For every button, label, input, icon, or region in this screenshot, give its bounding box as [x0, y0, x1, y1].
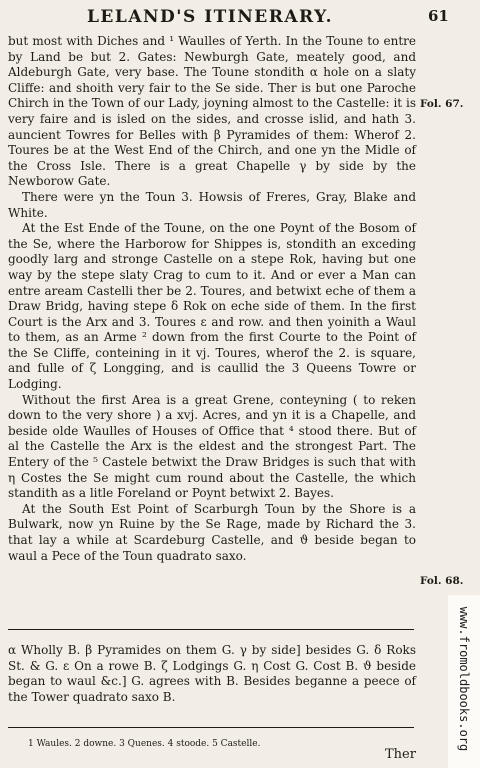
paragraph: At the South Est Point of Scarburgh Toun by the Shore is a Bulwark, now yn Ruine by the Se Rage, made by Richard the 3. that lay a while at Scardeburg Castelle, and ϑ beside began to waul a Pece of the Toun quadrato saxo.: [8, 501, 416, 563]
footnotes: 1 Waules. 2 downe. 3 Quenes. 4 stoode. 5 Castelle.: [28, 739, 261, 749]
margin-note-fol-67: Fol. 67.: [420, 98, 464, 110]
divider-rule: [8, 727, 414, 728]
watermark-text: www.fromoldbooks.org: [457, 606, 471, 752]
paragraph: Without the first Area is a great Grene, conteyning ( to reken down to the very shore ) a xvj. Acres, and yn it is a Chapelle, and beside olde Waulles of Houses of Office that ⁴ stood there. But of al the Castelle the Arx is the eldest and the strongest Part. The Entery of the ⁵ Castele betwixt the Draw Bridges is such that with η Costes the Se might cum round about the Castelle, the which standith as a litle Foreland or Poynt betwixt 2. Bayes.: [8, 392, 416, 501]
divider-rule: [8, 629, 414, 630]
paragraph: but most with Diches and ¹ Waulles of Yerth. In the Toune to entre by Land be but 2. Gates: Newburgh Gate, meately good, and Aldeburgh Gate, very base. The Toune stondith α hole on a slaty Cliffe: and shoith very fair to the Se side. Ther is but one Paroche Chirch in the Town of our Lady, joyning almost to the Castelle: it is very faire and is isled on the sides, and crosse islid, and hath 3. auncient Towres for Belles with β Pyramides of them: Wherof 2. Toures be at the West End of the Chirch, and one yn the Midle of the Cross Isle. There is a great Chapelle γ by side by the Newborow Gate.: [8, 34, 416, 189]
page-number: 61: [428, 7, 449, 25]
watermark-strip: [448, 595, 480, 768]
paragraph: At the Est Ende of the Toune, on the one Poynt of the Bosom of the Se, where the Harborow for Shippes is, stondith an exceding goodly larg and stronge Castelle on a stepe Rok, having but one way by the stepe slaty Crag to cum to it. And or ever a Man can entre aream Castelli ther be 2. Toures, and betwixt eche of them a Draw Bridg, having stepe δ Rok on eche side of them. In the first Court is the Arx and 3. Toures ε and row. and then yoinith a Waul to them, as an Arme ² down from the first Courte to the Point of the Se Cliffe, conteining in it vj. Toures, wherof the 2. is square, and fulle of ζ Longging, and is caullid the 3 Queens Towre or Lodging.: [8, 221, 416, 392]
variant-notes: [8, 643, 416, 705]
running-header: LELAND'S ITINERARY.: [86, 7, 334, 27]
catchword: Ther: [385, 747, 416, 762]
variant-notes-text: α Wholly B. β Pyramides on them G. γ by side] besides G. δ Roks St. & G. ε On a rowe B. ζ Lodgings G. η Cost G. Cost B. ϑ beside began to waul &c.] G. agrees with B. Besides beganne a peece of the Tower quadrato saxo B.: [8, 643, 416, 704]
paragraph: There were yn the Toun 3. Howsis of Freres, Gray, Blake and White.: [8, 189, 416, 220]
margin-note-fol-68: Fol. 68.: [420, 575, 464, 587]
main-text: [8, 34, 416, 564]
